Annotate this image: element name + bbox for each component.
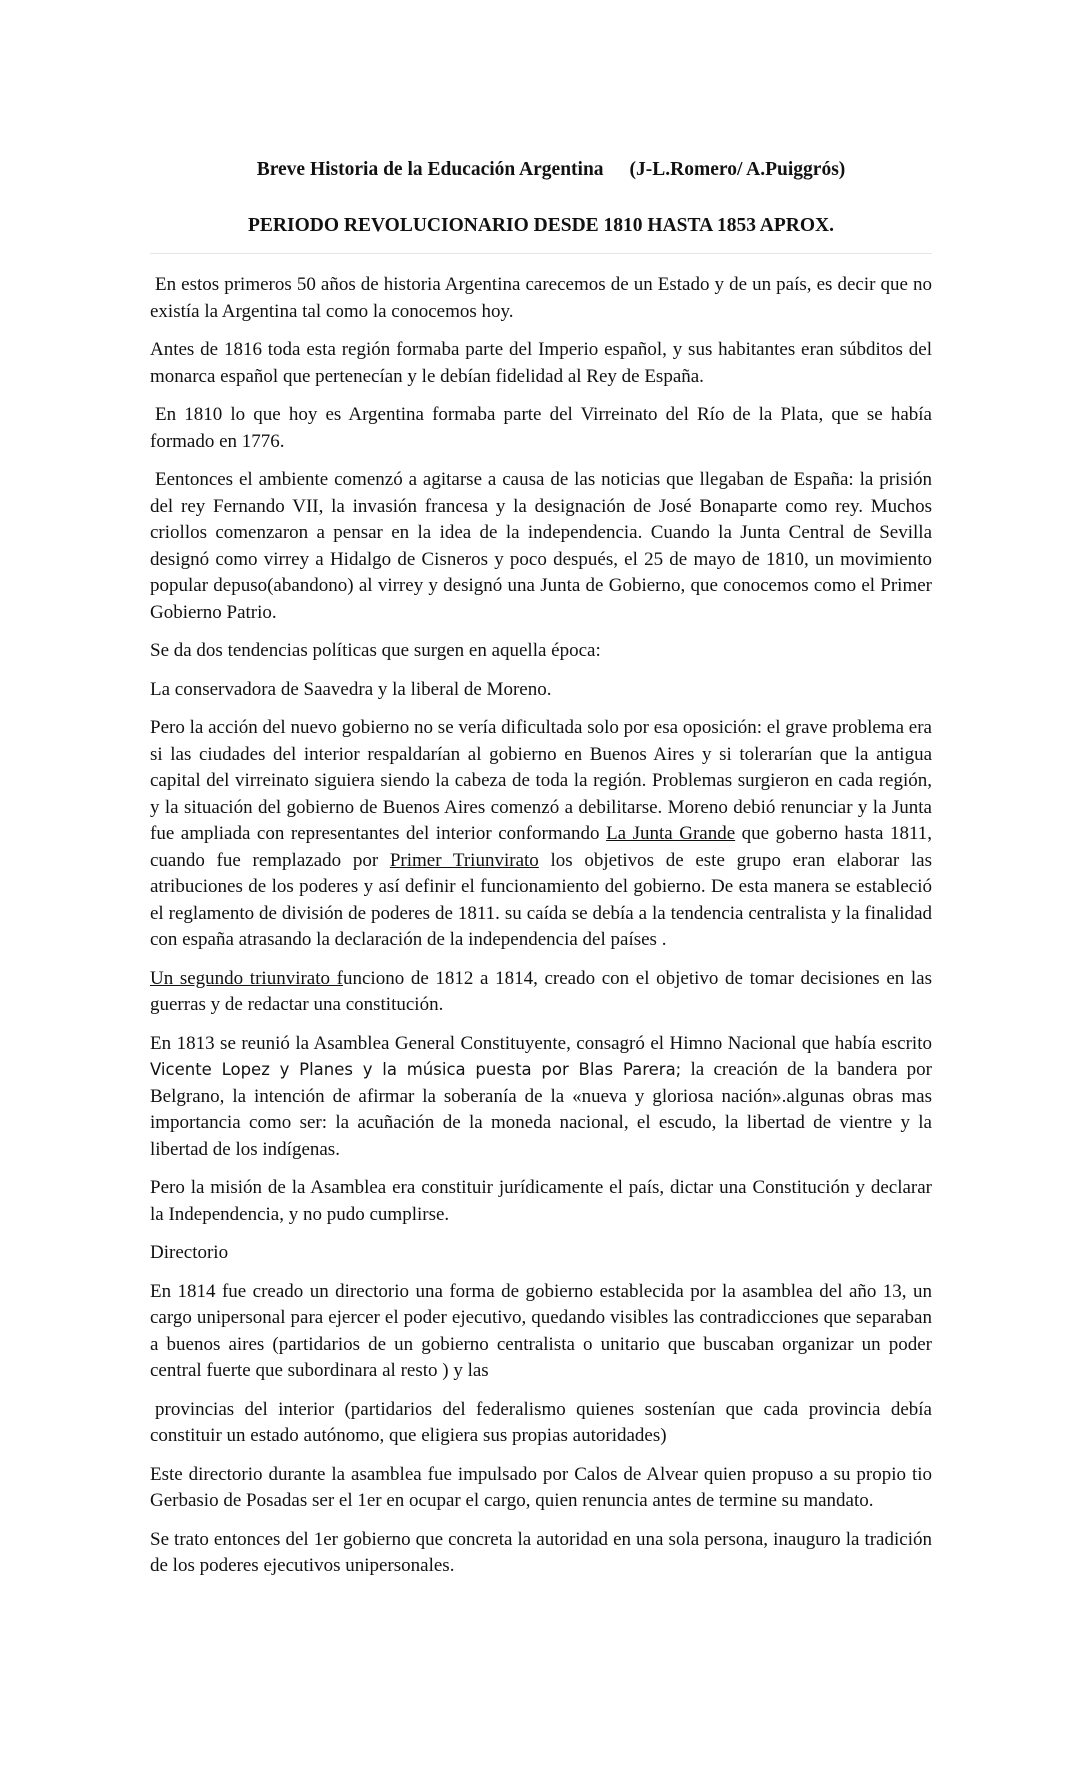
document-authors: (J-L.Romero/ A.Puiggrós) [629, 159, 846, 180]
junta-grande-underlined: La Junta Grande [606, 823, 736, 844]
paragraph-3: En 1810 lo que hoy es Argentina formaba parte del Virreinato del Río de la Plata, que se había formado en 1776. [150, 404, 932, 452]
document-title: Breve Historia de la Educación Argentina [256, 159, 604, 180]
paragraph-8 [150, 966, 932, 1019]
paragraph-13: Este directorio durante la asamblea fue impulsado por Calos de Alvear quien propuso a su propio tio Gerbasio de Posadas ser el 1er en ocupar el cargo, quien renuncia antes de termine su mandato. [150, 1463, 932, 1511]
paragraph-8-text: unciono de 1812 a 1814, creado con el objetivo de tomar decisiones en las guerras y de redactar una constitución. [150, 967, 933, 1015]
paragraph-5: Se da dos tendencias políticas que surgen en aquella época: [150, 640, 601, 661]
paragraph-6: La conservadora de Saavedra y la liberal de Moreno. [150, 678, 552, 700]
paragraph-7-text-c: los objetivos de este grupo eran elaborar las atribuciones de los poderes y así definir el funcionamiento del gobierno. De esta manera se estableció el reglamento de división de poderes de 1811. su caída se debía a la tendencia centralista y la finalidad con españa atrasando la declaración de la independencia del países . [150, 849, 933, 950]
paragraph-11: En 1814 fue creado un directorio una forma de gobierno establecida por la asamblea del año 13, un cargo unipersonal para ejercer el poder ejecutivo, quedando visibles las contradicciones que separaban a buenos aires (partidarios de un gobierno centralista o unitario que buscaban organizar un poder central fuerte que subordinara al resto ) y las [150, 1280, 932, 1381]
paragraph-10: Pero la misión de la Asamblea era constituir jurídicamente el país, dictar una Constitución y declarar la Independencia, y no pudo cumplirse. [150, 1177, 932, 1225]
paragraph-12: provincias del interior (partidarios del federalismo quienes sostenían que cada provincia debía constituir un estado autónomo, que eligiera sus propias autoridades) [150, 1398, 932, 1446]
document-title-line [150, 155, 932, 185]
paragraph-9-sans-run: Vicente Lopez y Planes y la música puesta por Blas Parera; [150, 1060, 682, 1079]
paragraph-2: Antes de 1816 toda esta región formaba parte del Imperio español, y sus habitantes eran súbditos del monarca español que pertenecían y le debían fidelidad al Rey de España. [150, 339, 932, 387]
paragraph-9-text-a: En 1813 se reunió la Asamblea General Constituyente, consagró el Himno Nacional que había escrito [150, 1032, 932, 1054]
paragraph-9 [150, 1031, 932, 1164]
paragraph-7-text-b: que goberno hasta 1811, cuando fue remplazado por [150, 823, 933, 871]
paragraph-14: Se trato entonces del 1er gobierno que concreta la autoridad en una sola persona, inauguro la tradición de los poderes ejecutivos unipersonales. [150, 1528, 932, 1576]
paragraph-9-text-b: la creación de la bandera por Belgrano, la intención de afirmar la soberanía de la «nueva y gloriosa nación».algunas obras mas importancia como ser: la acuñación de la moneda nacional, el escudo, la libertad de vientre y la libertad de los indígenas. [150, 1059, 932, 1160]
paragraph-7 [150, 715, 932, 954]
segundo-triunvirato-underlined: Un segundo triunvirato f [150, 967, 343, 989]
paragraph-7-text-a: Pero la acción del nuevo gobierno no se vería dificultada solo por esa oposición: el grave problema era si las ciudades del interior respaldarían al gobierno en Buenos Aires y si tolerarían que la antigua capital del virreinato siguiera siendo la cabeza de toda la región. Problemas surgieron en cada región, y la situación del gobierno de Buenos Aires comenzó a debilitarse. Moreno debió renunciar y la Junta fue ampliada con representantes del interior conformando [150, 717, 932, 844]
primer-triunvirato-underlined: Primer Triunvirato [389, 849, 539, 871]
section-heading-directorio: Directorio [150, 1242, 229, 1263]
title-divider [150, 253, 932, 254]
paragraph-4: Eentonces el ambiente comenzó a agitarse a causa de las noticias que llegaban de España: la prisión del rey Fernando VII, la invasión francesa y la designación de José Bonaparte como rey. Muchos criollos comenzaron a pensar en la idea de la independencia. Cuando la Junta Central de Sevilla designó como virrey a Hidalgo de Cisneros y poco después, el 25 de mayo de 1810, un movimiento popular depuso(abandono) al virrey y designó una Junta de Gobierno, que conocemos como el Primer Gobierno Patrio. [150, 469, 932, 623]
document-subtitle: PERIODO REVOLUCIONARIO DESDE 1810 HASTA 1853 APROX. [248, 215, 834, 236]
paragraph-1: En estos primeros 50 años de historia Argentina carecemos de un Estado y de un país, es decir que no existía la Argentina tal como la conocemos hoy. [150, 274, 932, 322]
